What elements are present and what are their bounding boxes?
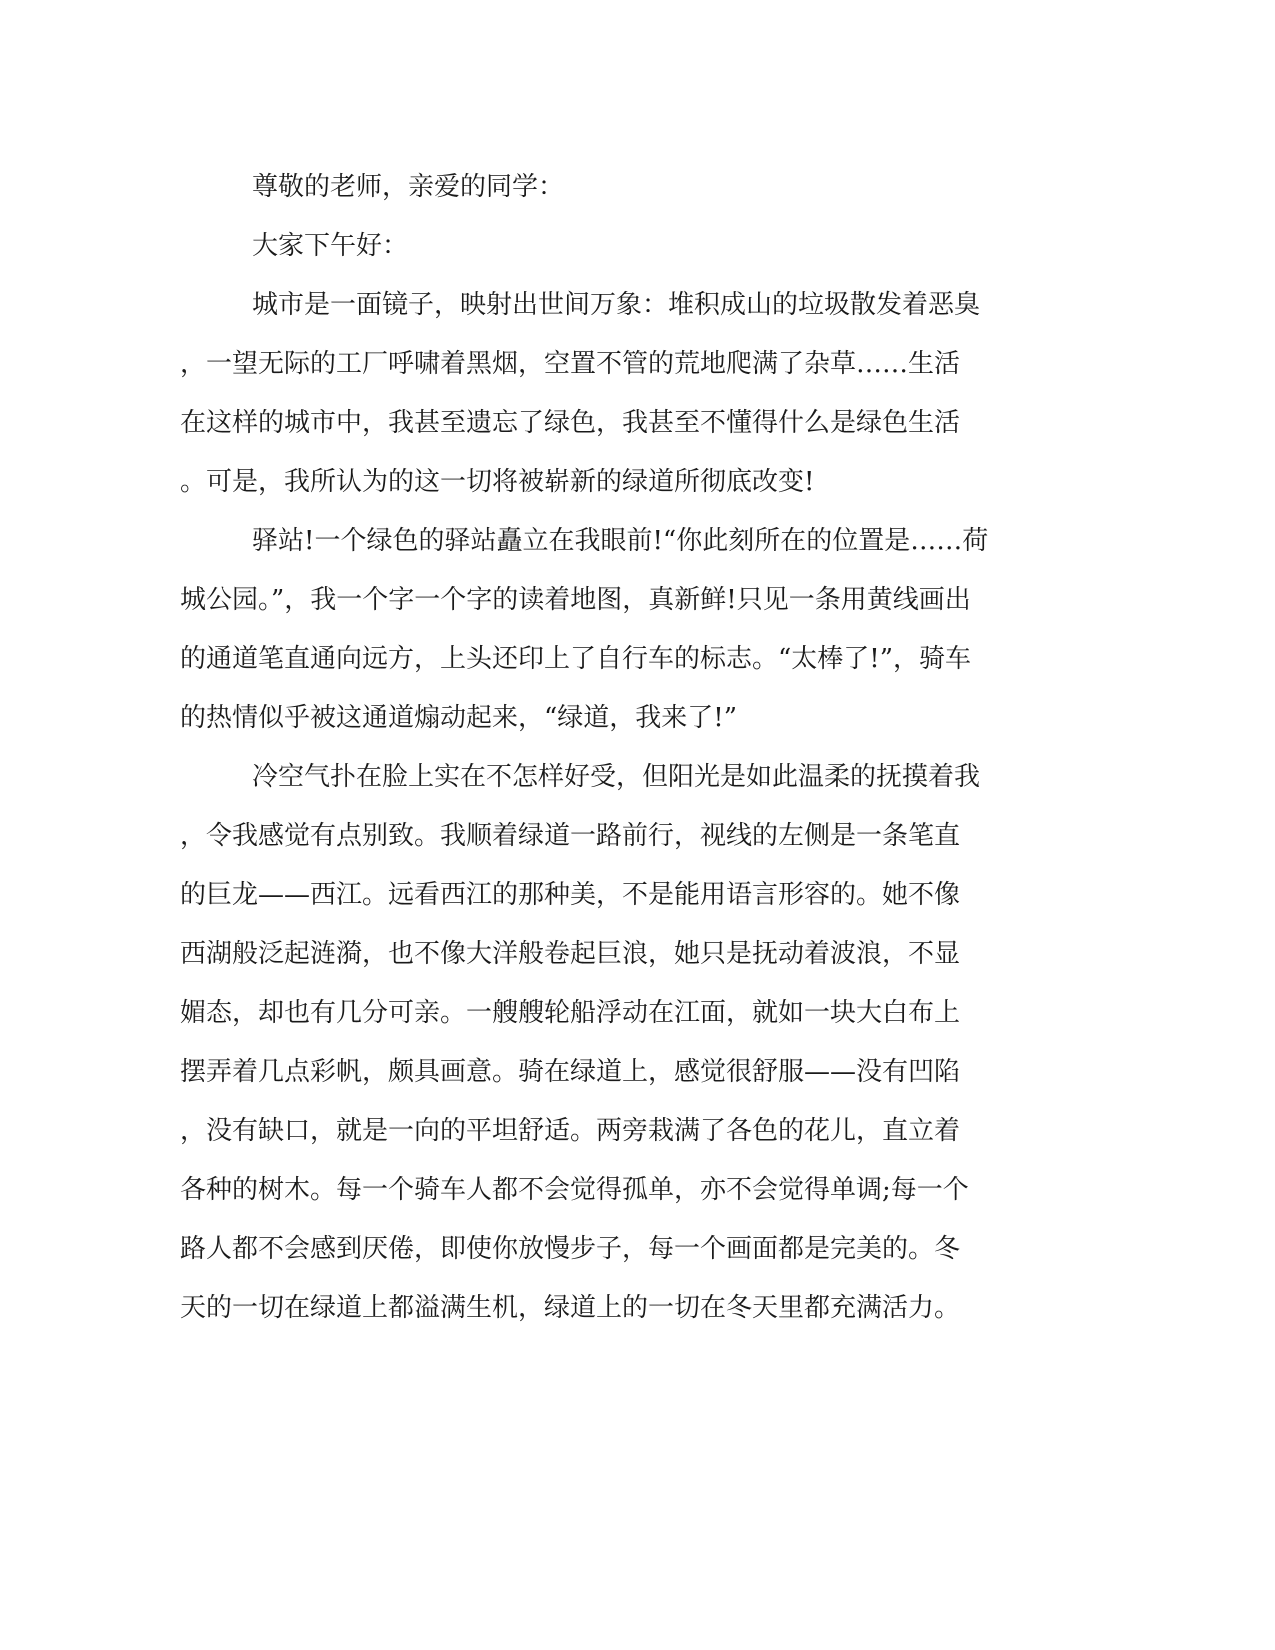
text-line: 冷空气扑在脸上实在不怎样好受，但阳光是如此温柔的抚摸着我 — [252, 762, 981, 792]
salutation-line: 尊敬的老师，亲爱的同学： — [252, 172, 565, 202]
text-line: 媚态，却也有几分可亲。一艘艘轮船浮动在江面，就如一块大白布上 — [180, 998, 961, 1028]
paragraph-2 — [180, 512, 1040, 748]
text-line: 的巨龙——西江。远看西江的那种美，不是能用语言形容的。她不像 — [180, 880, 961, 910]
text-line: 的通道笔直通向远方，上头还印上了自行车的标志。“太棒了!”，骑车 — [180, 644, 972, 674]
text-line: ，令我感觉有点别致。我顺着绿道一路前行，视线的左侧是一条笔直 — [180, 821, 961, 851]
paragraph-1 — [180, 276, 1040, 512]
document-body — [180, 158, 1040, 1338]
text-line: 的热情似乎被这通道煽动起来，“绿道，我来了!” — [180, 703, 738, 733]
text-line: 城市是一面镜子，映射出世间万象：堆积成山的垃圾散发着恶臭 — [252, 290, 981, 320]
text-line: 路人都不会感到厌倦，即使你放慢步子，每一个画面都是完美的。冬 — [180, 1234, 961, 1264]
text-line: 城公园。”，我一个字一个字的读着地图，真新鲜!只见一条用黄线画出 — [180, 585, 971, 615]
text-line: ，一望无际的工厂呼啸着黑烟，空置不管的荒地爬满了杂草……生活 — [180, 349, 961, 379]
text-line: 驿站!一个绿色的驿站矗立在我眼前!“你此刻所在的位置是……荷 — [252, 526, 989, 556]
greeting-line: 大家下午好： — [252, 231, 409, 261]
text-line: 西湖般泛起涟漪，也不像大洋般卷起巨浪，她只是抚动着波浪，不显 — [180, 939, 961, 969]
text-line: 天的一切在绿道上都溢满生机，绿道上的一切在冬天里都充满活力。 — [180, 1293, 961, 1323]
text-line: 各种的树木。每一个骑车人都不会觉得孤单，亦不会觉得单调;每一个 — [180, 1175, 969, 1205]
text-line: 在这样的城市中，我甚至遗忘了绿色，我甚至不懂得什么是绿色生活 — [180, 408, 961, 438]
paragraph-3 — [180, 748, 1040, 1338]
text-line: ，没有缺口，就是一向的平坦舒适。两旁栽满了各色的花儿，直立着 — [180, 1116, 961, 1146]
text-line: 。可是，我所认为的这一切将被崭新的绿道所彻底改变! — [180, 467, 815, 497]
text-line: 摆弄着几点彩帆，颇具画意。骑在绿道上，感觉很舒服——没有凹陷 — [180, 1057, 961, 1087]
